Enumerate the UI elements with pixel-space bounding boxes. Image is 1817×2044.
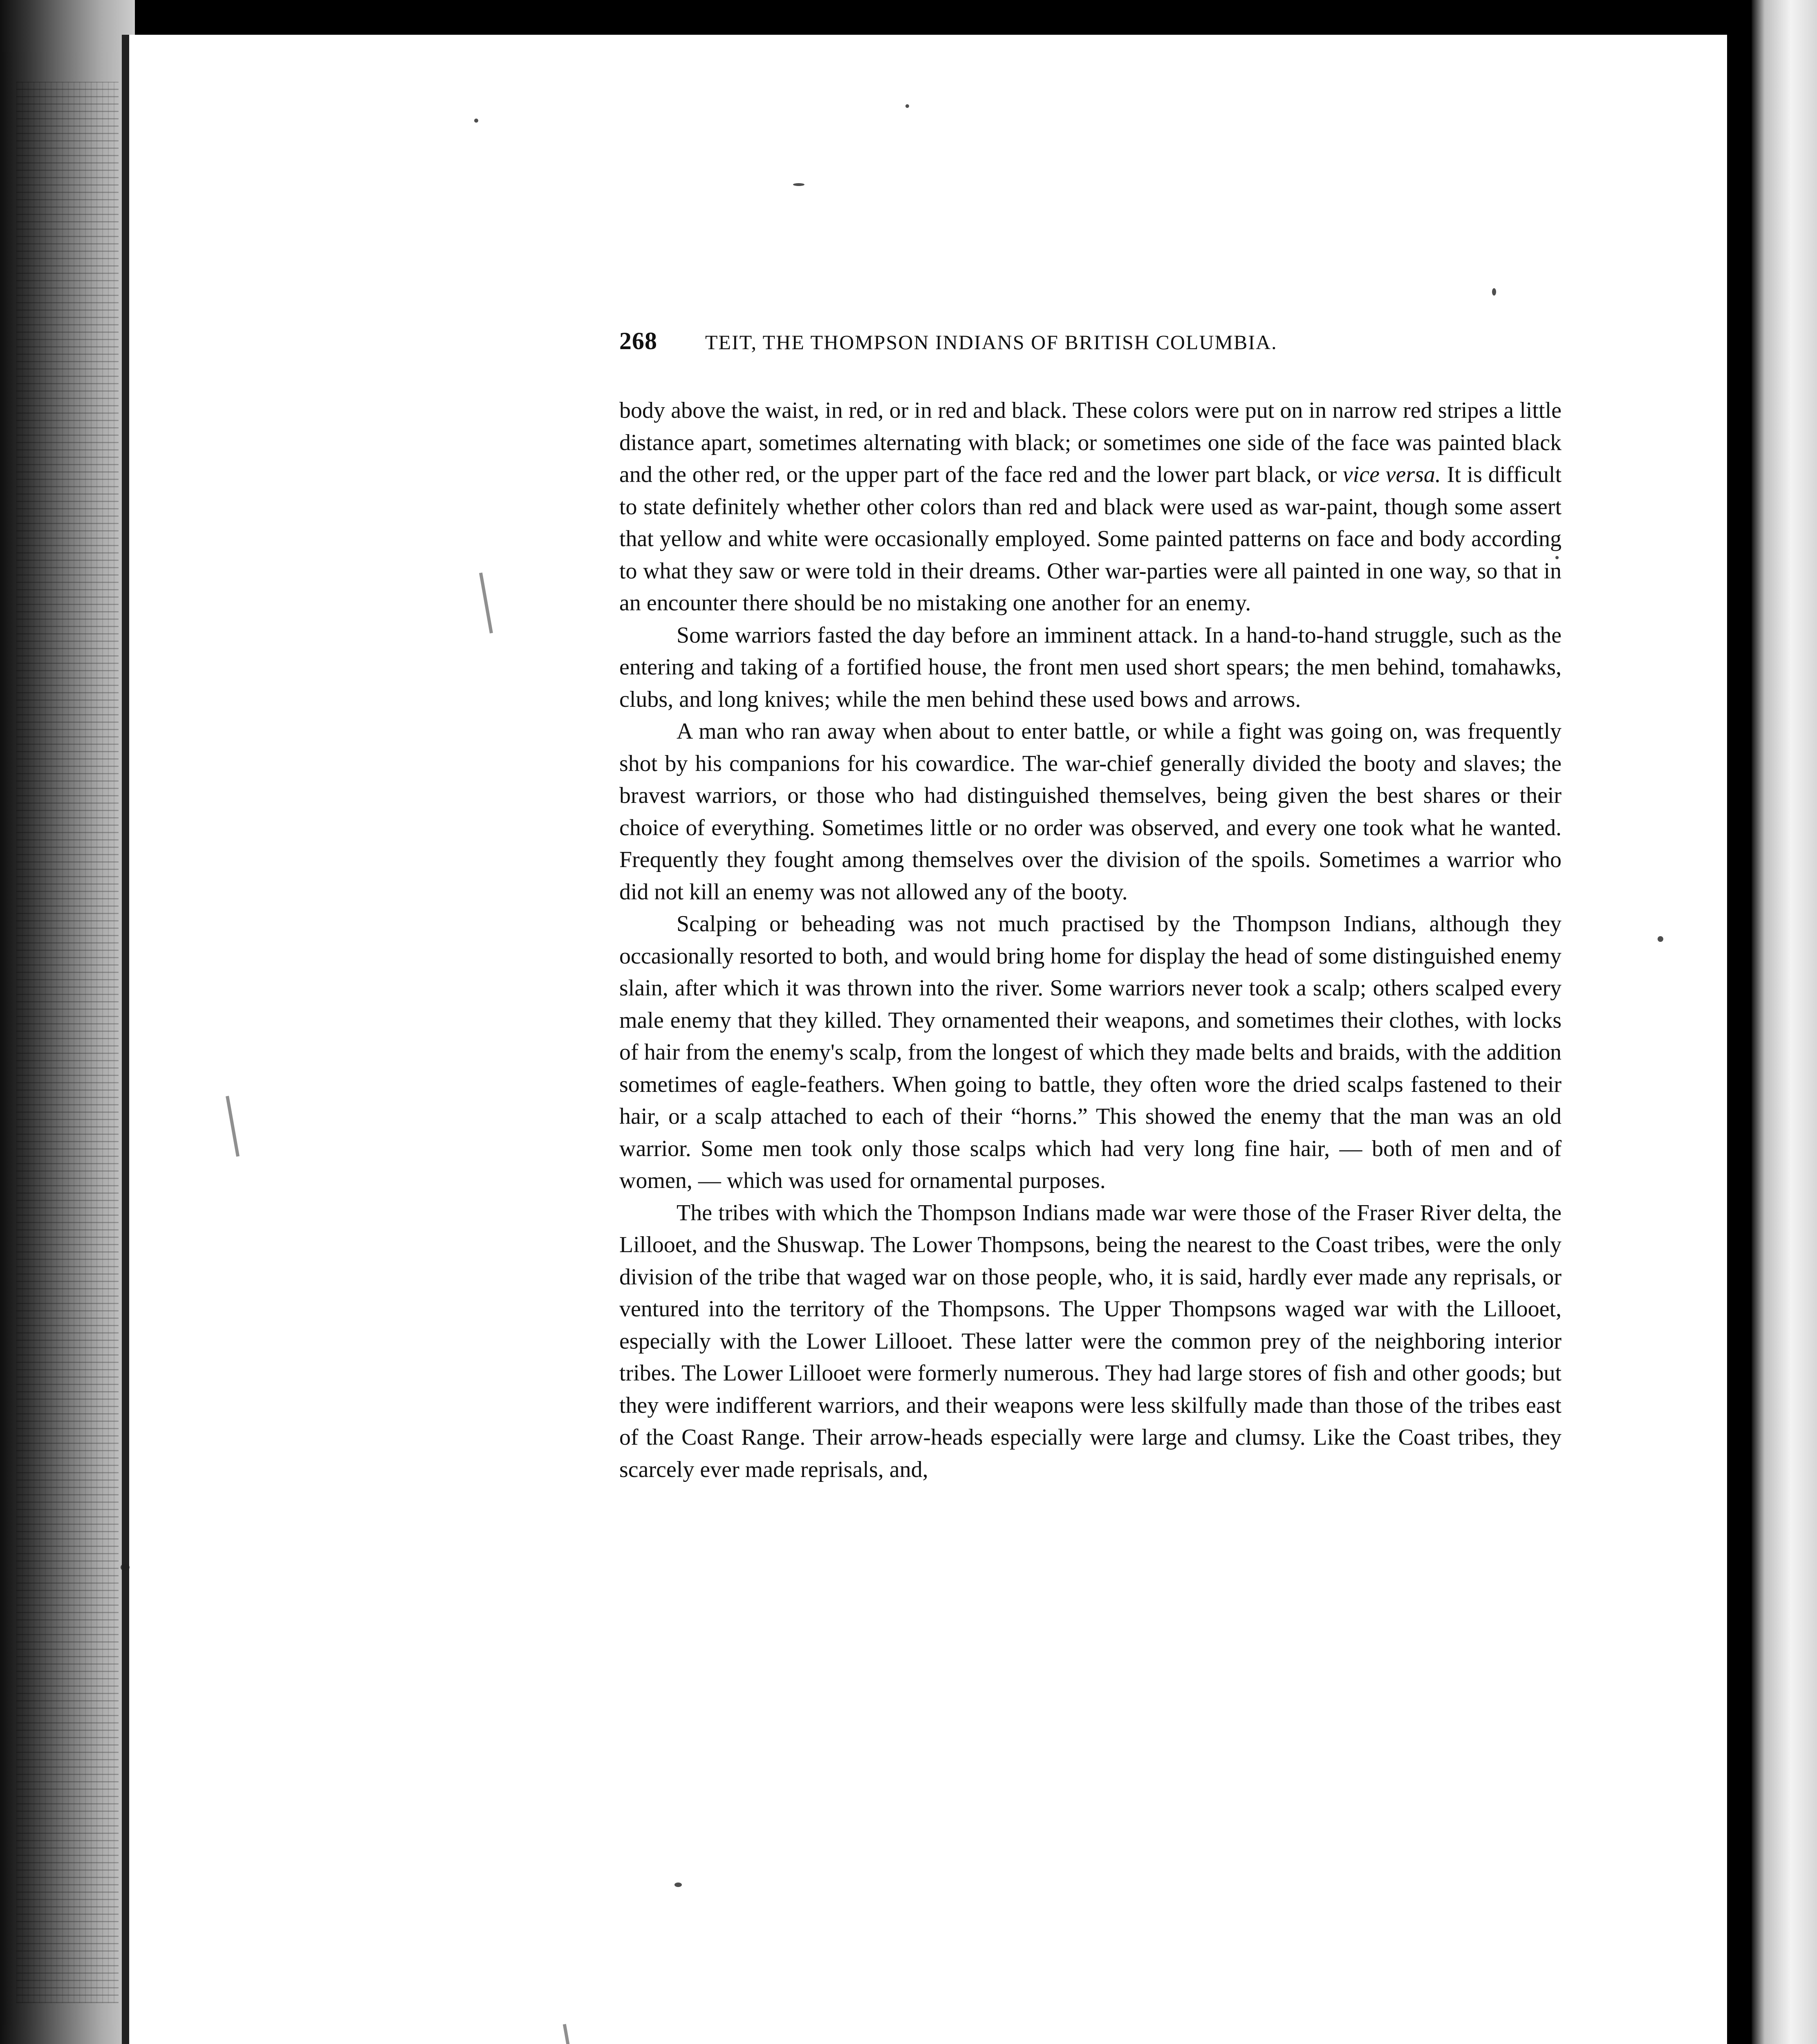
scan-speck [1492,288,1496,296]
running-head: TEIT, THE THOMPSON INDIANS OF BRITISH COLUMBIA. [705,331,1277,354]
left-margin-binding [0,0,135,2044]
paragraph-5: The tribes with which the Thompson Indians made war were those of the Fraser River delta, the Lillooet, and the Shuswap. The Lower Thompsons, being the nearest to the Coast tribes, were the only division of the tribe that waged war on those people, who, it is said, hardly ever made any reprisals, or ventured into the territory of the Thompsons. The Upper Thompsons waged war with the Lillooet, especially with the Lower Lillooet. These latter were the common prey of the neighboring interior tribes. The Lower Lillooet were formerly numerous. They had large stores of fish and other goods; but they were indifferent warriors, and their weapons were less skilfully made than those of the tribes east of the Coast Range. Their arrow-heads especially were large and clumsy. Like the Coast tribes, they scarcely ever made reprisals, and, [619,1200,1562,1482]
scan-speck [474,119,478,123]
paragraph-1 [619,394,1562,619]
page-right-edge [1729,106,1754,2044]
paragraph-3: A man who ran away when about to enter battle, or while a fight was going on, was frequently shot by his companions for his cowardice. The war-chief generally divided the booty and slaves; the bravest warriors, or those who had distinguished themselves, being given the best shares or their choice of everything. Sometimes little or no order was observed, and every one took what he wanted. Frequently they fought among themselves over the division of the spoils. Sometimes a warrior who did not kill an enemy was not allowed any of the booty. [619,719,1562,905]
scan-speck [793,183,804,186]
paragraph-1-italic: vice versa. [1342,462,1441,487]
paragraph-1-text-after: It is difficult to state definitely whether other colors than red and black were used as war-paint, though some assert that yellow and white were occasionally employed. Some painted patterns on face and body according to what they saw or were told in their dreams. Other war-parties were all painted in one way, so that in an encounter there should be no mistaking one another for an enemy. [619,462,1562,616]
scan-speck [121,1564,130,1571]
page-header [619,327,1441,364]
right-margin-band [1752,0,1817,2044]
page-number: 268 [619,327,657,354]
scan-speck [905,104,909,108]
body-text [619,394,1562,1486]
scan-speck [674,1883,682,1887]
paragraph-4: Scalping or beheading was not much practised by the Thompson Indians, although they occasionally resorted to both, and would bring home for display the head of some distinguished enemy slain, after which it was thrown into the river. Some warriors never took a scalp; others scalped every male enemy that they killed. They ornamented their weapons, and sometimes their clothes, with locks of hair from the enemy's scalp, from the longest of which they made belts and braids, with the addition sometimes of eagle-feathers. When going to battle, they often wore the dried scalps fastened to their hair, or a scalp attached to each of their “horns.” This showed the enemy that the man was an old warrior. Some men took only those scalps which had very long fine hair, — both of men and of women, — which was used for ornamental purposes. [619,911,1562,1193]
page-left-edge [122,35,129,2044]
paragraph-2: Some warriors fasted the day before an imminent attack. In a hand-to-hand struggle, such as the entering and taking of a fortified house, the front men used short spears; the men behind, tomahawks, clubs, and long knives; while the men behind these used bows and arrows. [619,622,1562,712]
paragraph-1-text-before: body above the waist, in red, or in red and black. These colors were put on in narrow red stripes a little distance apart, sometimes alternating with black; or sometimes one side of the face was painted black and the other red, or the upper part of the face red and the lower part black, or [619,398,1562,487]
scan-speck [1658,936,1663,942]
